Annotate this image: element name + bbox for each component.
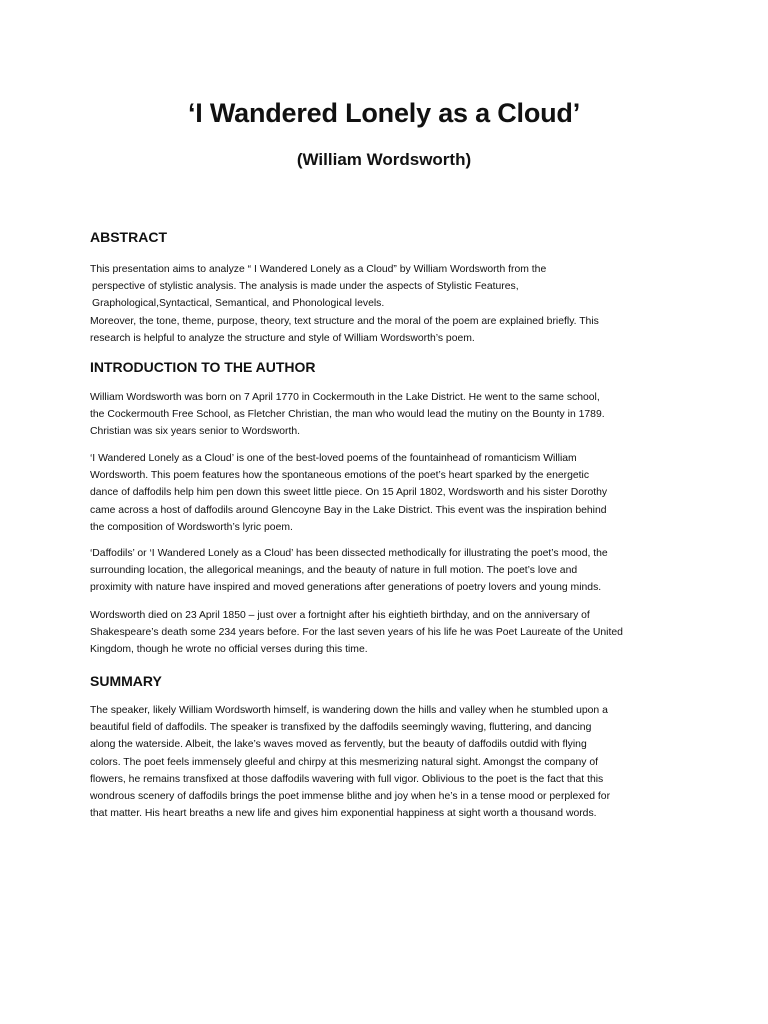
introduction-heading: INTRODUCTION TO THE AUTHOR — [90, 359, 316, 375]
text-line: along the waterside. Albeit, the lake’s waves moved as fervently, but the beauty of daffodils outdid with flying — [90, 739, 587, 751]
summary-heading: SUMMARY — [90, 673, 162, 689]
text-line: Christian was six years senior to Wordsworth. — [90, 426, 300, 438]
text-line: ‘I Wandered Lonely as a Cloud’ is one of the best-loved poems of the fountainhead of romanticism William — [90, 453, 577, 464]
introduction-paragraph-3 — [90, 545, 680, 597]
summary-paragraph — [90, 702, 680, 822]
text-line: The speaker, likely William Wordsworth himself, is wandering down the hills and valley when he stumbled upon a — [90, 705, 608, 716]
text-line: wondrous scenery of daffodils brings the poet immense blithe and joy when he’s in a tense mood or perplexed for — [90, 791, 611, 803]
text-line: Graphological,Syntactical, Semantical, and Phonological levels. — [92, 298, 385, 310]
text-line: Shakespeare’s death some 234 years before. For the last seven years of his life he was Poet Laureate of the United — [90, 627, 623, 639]
text-line: came across a host of daffodils around Glencoyne Bay in the Lake District. This event was the inspiration behind — [90, 504, 607, 516]
text-line: surrounding location, the allegorical meanings, and the beauty of nature in full motion. The poet’s love and — [90, 565, 578, 577]
text-line: colors. The poet feels immensely gleeful and chirpy at this mesmerizing natural sight. Amongst the company of — [90, 756, 599, 768]
abstract-heading: ABSTRACT — [90, 229, 167, 245]
introduction-paragraph-2 — [90, 450, 680, 536]
text-line: Moreover, the tone, theme, purpose, theory, text structure and the moral of the poem are explained briefly. This — [90, 315, 599, 327]
text-line: Wordsworth died on 23 April 1850 – just over a fortnight after his eightieth birthday, and on the anniversary of — [90, 610, 590, 621]
text-line: perspective of stylistic analysis. The analysis is made under the aspects of Stylistic Features, — [92, 281, 519, 293]
text-line: research is helpful to analyze the structure and style of William Wordsworth’s poem. — [90, 332, 475, 344]
abstract-paragraph — [90, 261, 680, 347]
document-subtitle: (William Wordsworth) — [296, 150, 472, 169]
text-line: ‘Daffodils’ or ‘I Wandered Lonely as a Cloud’ has been dissected methodically for illustrating the poet’s mood, the — [90, 548, 608, 559]
text-line: dance of daffodils help him pen down this sweet little piece. On 15 April 1802, Wordsworth and his sister Dorothy — [90, 487, 608, 499]
text-line: This presentation aims to analyze “ I Wandered Lonely as a Cloud” by William Wordsworth from the — [90, 264, 547, 275]
document-title: ‘I Wandered Lonely as a Cloud’ — [187, 98, 581, 128]
text-line: William Wordsworth was born on 7 April 1770 in Cockermouth in the Lake District. He went to the same school, — [90, 392, 600, 403]
text-line: the composition of Wordsworth’s lyric poem. — [90, 521, 293, 533]
introduction-paragraph-1 — [90, 389, 680, 441]
text-line: the Cockermouth Free School, as Fletcher Christian, the man who would lead the mutiny on the Bounty in 1789. — [90, 409, 605, 421]
text-line: beautiful field of daffodils. The speaker is transfixed by the daffodils seemingly waving, fluttering, and dancing — [90, 722, 592, 734]
text-line: Kingdom, though he wrote no official verses during this time. — [90, 644, 368, 656]
text-line: Wordsworth. This poem features how the spontaneous emotions of the poet’s heart sparked by the energetic — [90, 470, 590, 482]
introduction-paragraph-4 — [90, 607, 680, 659]
text-line: proximity with nature have inspired and moved generations after generations of poetry lovers and young minds. — [90, 582, 602, 594]
text-line: flowers, he remains transfixed at those daffodils wavering with full vigor. Oblivious to the poet is the fact that this — [90, 773, 604, 785]
text-line: that matter. His heart breaths a new life and gives him exponential happiness at sight worth a thousand words. — [90, 808, 597, 820]
